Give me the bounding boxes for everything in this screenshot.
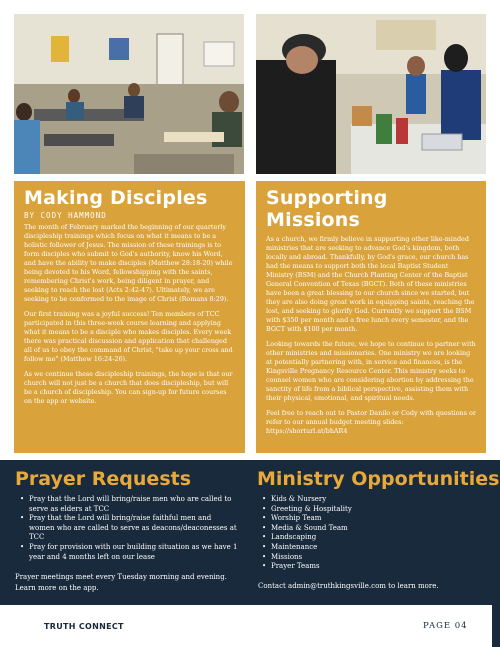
- missions-serving-photo: [256, 14, 486, 174]
- page-number: PAGE 04: [423, 621, 468, 631]
- article-paragraph: Looking towards the future, we hope to continue to partner with other ministries and missionaries. One ministry we are looking at potentially partnering with, in service and finances, is the Kingsville Pregnancy Resource Center. This ministry seeks to counsel women who are considering abortion by addressing the sanctity of life from a biblical perspective, assisting them with their physical, emotional, and spiritual needs.: [266, 340, 476, 402]
- prayer-and-ministry-band: [0, 460, 500, 605]
- ministry-opportunities-title: Ministry Opportunities: [257, 468, 500, 490]
- newsletter-brand: TRUTH CONNECT: [44, 622, 124, 631]
- byline: BY CODY HAMMOND: [24, 211, 107, 220]
- list-item: • Worship Team: [258, 514, 478, 524]
- supporting-missions-section: [256, 181, 486, 453]
- ministry-opportunities-list: [258, 495, 478, 572]
- list-item: • Pray that the Lord will bring/raise men who are called to serve as elders at TCC: [16, 495, 238, 514]
- list-item: • Landscaping: [258, 533, 478, 543]
- footer-edge-bar: [492, 605, 500, 647]
- list-item: • Kids & Nursery: [258, 495, 478, 505]
- making-disciples-title: Making Disciples: [24, 187, 208, 209]
- article-paragraph: Our first training was a joyful success! Ten members of TCC participated in this three-week course learning and applying what it means to be a disciple who makes disciples. Every week there was practical discussion and application that challenged all of us to obey the command of Christ, "take up your cross and follow me" (Matthew 16:24-26).: [24, 310, 233, 363]
- list-item: • Media & Sound Team: [258, 524, 478, 534]
- list-item: • Missions: [258, 553, 478, 563]
- article-paragraph: As we continue these discipleship trainings, the hope is that our church will not just be a church that does discipleship, but will be a church of discipleship. You can sign-up for future courses on the app or website.: [24, 370, 233, 405]
- prayer-requests-list: [16, 495, 238, 562]
- prayer-requests-title: Prayer Requests: [15, 468, 192, 490]
- supporting-missions-title: Supporting Missions: [266, 187, 388, 231]
- discipleship-class-photo: [14, 14, 244, 174]
- list-item: • Greeting & Hospitality: [258, 505, 478, 515]
- list-item: • Prayer Teams: [258, 562, 478, 572]
- list-item: • Pray for provision with our building situation as we have 1 year and 4 months left on our lease: [16, 543, 238, 562]
- article-paragraph: Feel free to reach out to Pastor Danilo or Cody with questions or refer to our annual budget meeting slides: https://shorturl.at/bhAR4: [266, 409, 476, 435]
- contact-line: Contact admin@truthkingsville.com to learn more.: [258, 582, 439, 590]
- making-disciples-section: [14, 181, 245, 453]
- prayer-meeting-note: Prayer meetings meet every Tuesday morning and evening. Learn more on the app.: [15, 573, 227, 592]
- list-item: • Maintenance: [258, 543, 478, 553]
- article-paragraph: As a church, we firmly believe in supporting other like-minded ministries that are seeking to advance God's kingdom, both locally and abroad. Thankfully, by God's grace, our church has had the means to support both the local Baptist Student Ministry (BSM) and the Church Planting Center of the Baptist General Convention of Texas (BGCT). Both of these ministries have been a great blessing to our church since we started, but they are also doing great work in equipping saints, reaching the lost, and seeking to glorify God. Currently we support the BSM with $350 per month and a free lunch every semester, and the BGCT with $100 per month.: [266, 235, 475, 333]
- article-paragraph: The month of February marked the beginning of our quarterly discipleship trainings which focus on what it means to be a holistic follower of Jesus. The mission of these trainings is to form disciples who submit to God's authority, know his Word, and have the ability to make disciples (Matthew 28:18-20) while being devoted to his Word, fellowshipping with the saints, remembering Christ's work, being diligent in prayer, and seeking to reach the lost (Acts 2:42-47). Ultimately, we are seeking to be conformed to the image of Christ (Romans 8:29).: [24, 223, 233, 303]
- list-item: • Pray that the Lord will bring/raise faithful men and women who are called to serve as deacons/deaconesses at TCC: [16, 514, 238, 543]
